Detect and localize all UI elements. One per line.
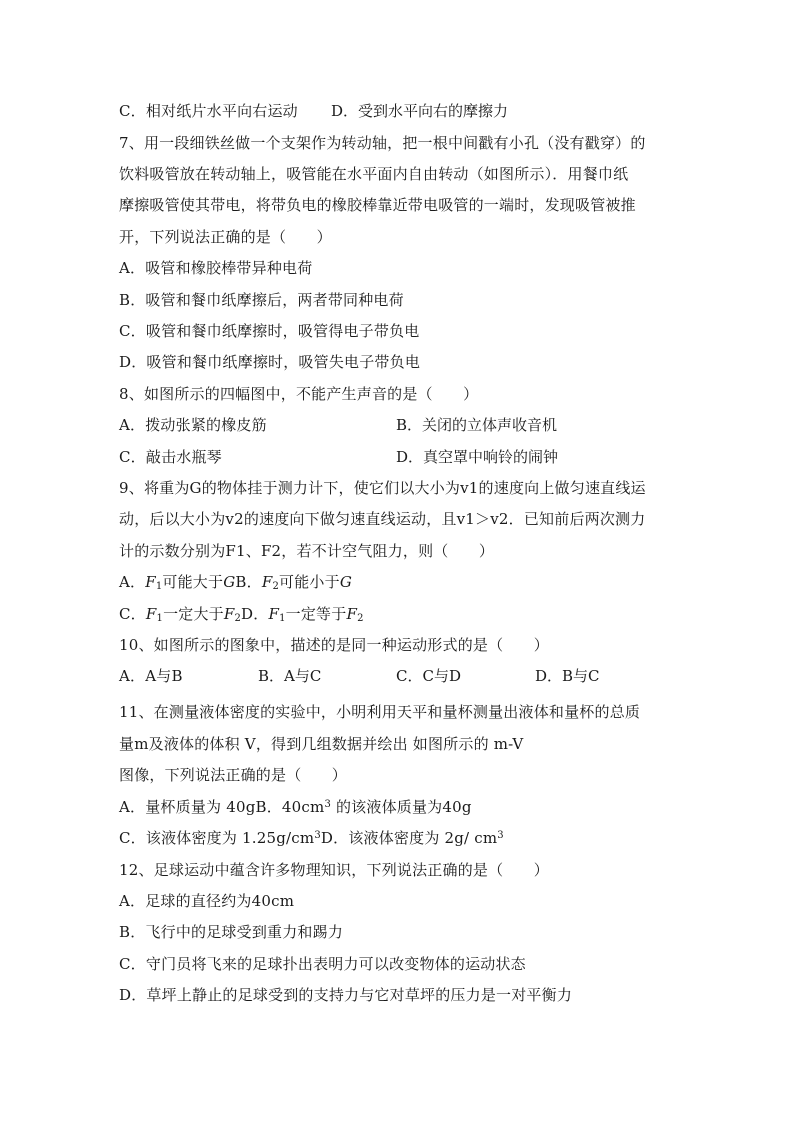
q9-stem-line-1: 9、将重为G的物体挂于测力计下，使它们以大小为v1的速度向上做匀速直线运 bbox=[119, 479, 646, 497]
q8-stem: 8、如图所示的四幅图中，不能产生声音的是（ ） bbox=[119, 385, 479, 403]
q9-option-c-prefix: C． bbox=[119, 605, 146, 623]
q9-option-a-f: F bbox=[145, 573, 156, 591]
q11-stem-line-1: 11、在测量液体密度的实验中，小明利用天平和量杯测量出液体和量杯的总质 bbox=[119, 703, 641, 721]
q9-option-a-prefix: A． bbox=[119, 573, 146, 591]
q8-option-d: D．真空罩中响铃的闹钟 bbox=[396, 448, 559, 466]
q12-stem: 12、足球运动中蕴含许多物理知识，下列说法正确的是（ ） bbox=[119, 861, 549, 879]
q9-option-d-sub2: 2 bbox=[357, 613, 364, 624]
q7-option-c: C．吸管和餐巾纸摩擦时，吸管得电子带负电 bbox=[119, 322, 420, 340]
q11-stem-line-2: 量m及液体的体积 V，得到几组数据并绘出 如图所示的 m-V bbox=[119, 735, 524, 753]
q10-option-a: A．A与B bbox=[119, 667, 183, 685]
q12-option-a: A．足球的直径约为40cm bbox=[119, 892, 295, 910]
q11-option-b-sup: 3 bbox=[324, 799, 331, 810]
q9-stem-line-3: 计的示数分别为F1、F2，若不计空气阻力，则（ ） bbox=[119, 542, 495, 560]
q9-option-c-f2: F bbox=[223, 605, 235, 623]
q9-option-b-f: F bbox=[261, 573, 273, 591]
q9-option-d-text: 一定等于 bbox=[285, 605, 347, 623]
q11-options-ab bbox=[119, 797, 472, 817]
q7-stem-line-4: 开，下列说法正确的是（ ） bbox=[119, 228, 332, 246]
q11-option-a: A．量杯质量为 40g bbox=[119, 798, 256, 816]
q9-stem-line-2: 动，后以大小为v2的速度向下做匀速直线运动，且v1＞v2．已知前后两次测力 bbox=[119, 510, 646, 528]
q10-option-d: D．B与C bbox=[535, 667, 600, 685]
q9-option-a-text: 可能大于 bbox=[162, 573, 224, 591]
q11-option-d-sup: 3 bbox=[497, 830, 504, 841]
q9-option-d-sub: 1 bbox=[279, 613, 286, 624]
q10-option-b: B．A与C bbox=[258, 667, 322, 685]
q9-option-c-sub: 1 bbox=[156, 613, 164, 624]
q9-option-c-f: F bbox=[145, 605, 157, 623]
q6-options-cd bbox=[119, 101, 298, 121]
q6-option-d: D．受到水平向右的摩擦力 bbox=[331, 102, 509, 120]
q11-stem-line-3: 图像，下列说法正确的是（ ） bbox=[119, 766, 348, 784]
q12-option-c: C．守门员将飞来的足球扑出表明力可以改变物体的运动状态 bbox=[119, 955, 526, 973]
q9-option-a-sub: 1 bbox=[155, 581, 163, 592]
q11-options-cd bbox=[119, 828, 504, 848]
q6-option-c: C．相对纸片水平向右运动 bbox=[119, 102, 298, 120]
q11-option-c-sup: 3 bbox=[314, 830, 321, 841]
q7-stem-line-1: 7、用一段细铁丝做一个支架作为转动轴，把一根中间戳有小孔（没有戳穿）的 bbox=[119, 134, 646, 152]
q11-option-d-prefix: D．该液体密度为 2g/ cm bbox=[320, 829, 498, 847]
q9-option-d-f: F bbox=[268, 605, 280, 623]
q9-options-cd bbox=[119, 604, 364, 624]
q8-option-c: C．敲击水瓶琴 bbox=[119, 448, 222, 466]
q9-option-b-g: G bbox=[339, 573, 353, 591]
q11-option-b-text: 的该液体质量为40g bbox=[331, 798, 472, 816]
q9-option-c-sub2: 2 bbox=[234, 613, 242, 624]
q12-option-d: D．草坪上静止的足球受到的支持力与它对草坪的压力是一对平衡力 bbox=[119, 986, 573, 1004]
q7-stem-line-2: 饮料吸管放在转动轴上，吸管能在水平面内自由转动（如图所示）．用餐巾纸 bbox=[119, 165, 629, 183]
q9-option-d-f2: F bbox=[346, 605, 358, 623]
q9-option-a-g: G bbox=[223, 573, 236, 591]
q7-option-b: B．吸管和餐巾纸摩擦后，两者带同种电荷 bbox=[119, 291, 404, 309]
q7-option-a: A．吸管和橡胶棒带异种电荷 bbox=[119, 259, 313, 277]
q9-option-b-prefix: B． bbox=[235, 573, 262, 591]
q9-option-d-prefix: D． bbox=[241, 605, 269, 623]
q9-option-b-text: 可能小于 bbox=[279, 573, 340, 591]
q7-option-d: D．吸管和餐巾纸摩擦时，吸管失电子带负电 bbox=[119, 353, 421, 371]
q8-option-b: B．关闭的立体声收音机 bbox=[396, 416, 558, 434]
q9-options-ab bbox=[119, 572, 352, 592]
q11-option-b-prefix: B．40cm bbox=[255, 798, 325, 816]
q7-stem-line-3: 摩擦吸管使其带电，将带负电的橡胶棒靠近带电吸管的一端时，发现吸管被推 bbox=[119, 196, 636, 214]
q11-option-c-prefix: C．该液体密度为 1.25g/cm bbox=[119, 829, 315, 847]
q9-option-b-sub: 2 bbox=[272, 581, 280, 592]
q10-option-c: C．C与D bbox=[396, 667, 461, 685]
q10-stem: 10、如图所示的图象中，描述的是同一种运动形式的是（ ） bbox=[119, 636, 549, 654]
q12-option-b: B．飞行中的足球受到重力和踢力 bbox=[119, 923, 344, 941]
q9-option-c-text: 一定大于 bbox=[163, 605, 224, 623]
q8-option-a: A．拨动张紧的橡皮筋 bbox=[119, 416, 267, 434]
